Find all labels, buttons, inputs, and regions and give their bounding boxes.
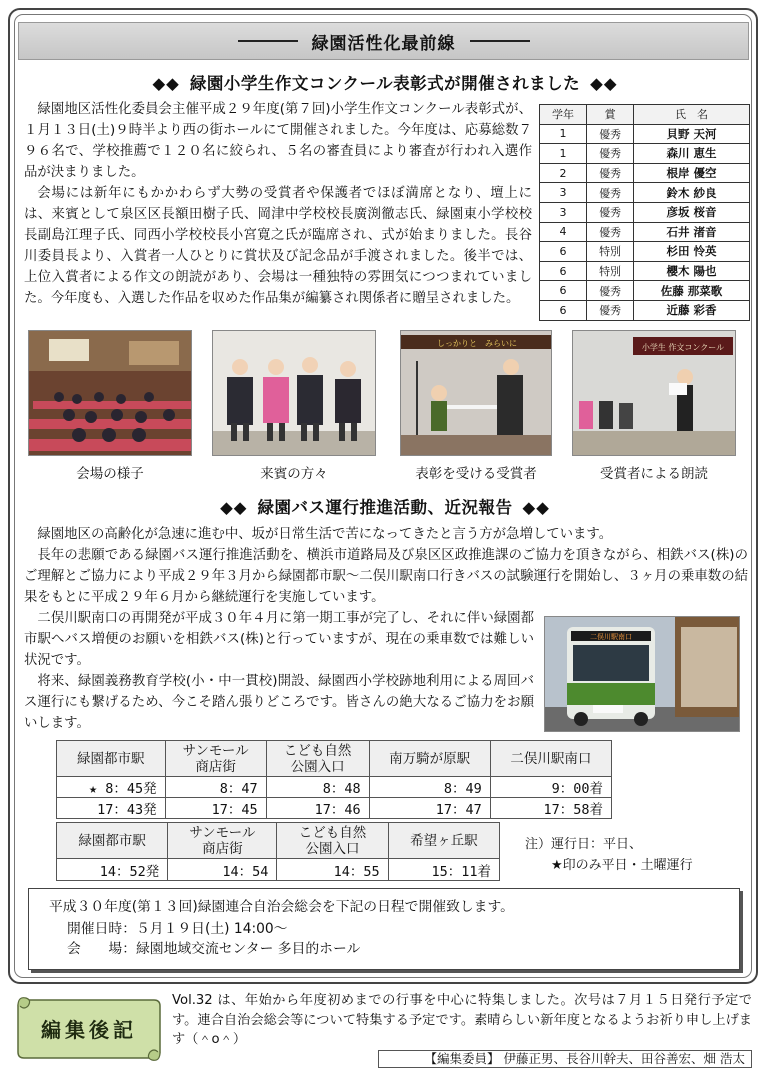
article2-heading xyxy=(20,494,750,518)
award-award-cell: 優秀 xyxy=(587,163,634,183)
photo-guests xyxy=(212,330,376,456)
time-cell: 14：54 xyxy=(168,859,277,881)
bus-schedule-table-1 xyxy=(56,740,612,819)
time-cell: 14：55 xyxy=(277,859,388,881)
award-award-cell: 優秀 xyxy=(587,202,634,222)
time-cell: 8：48 xyxy=(266,777,369,798)
award-row xyxy=(540,144,750,164)
schedule-note-line: 注）運行日：平日、 xyxy=(525,837,643,852)
award-table xyxy=(539,104,750,321)
col-name: 氏 名 xyxy=(634,105,750,125)
stop-header: サンモール 商店街 xyxy=(168,823,277,859)
notice-date-label: 開催日時 xyxy=(67,921,123,937)
stop-header: 二俣川駅南口 xyxy=(490,741,611,777)
section-banner xyxy=(18,22,749,60)
award-grade-cell: 6 xyxy=(540,300,587,320)
time-cell: 17：45 xyxy=(165,798,266,819)
award-name-cell: 佐藤 那菜歌 xyxy=(634,281,750,301)
award-row xyxy=(540,124,750,144)
award-grade-cell: 2 xyxy=(540,163,587,183)
time-cell: 17：58着 xyxy=(490,798,611,819)
award-award-cell: 優秀 xyxy=(587,124,634,144)
award-table-header xyxy=(540,105,750,125)
award-name-cell: 鈴木 紗良 xyxy=(634,183,750,203)
article2-paragraph: 長年の悲願である緑園バス運行推進活動を、横浜市道路局及び泉区区政推進課のご協力を頂きながら、相鉄バス(株)のご理解とご協力により平成２９年３月から緑園都市駅～二俣川駅南口行きバスの試験運行を開始し、３ヶ月の乗車数の結果をもとに平成２９年６月から継続運行を実施しています。 xyxy=(24,548,748,605)
article2-body-top xyxy=(24,524,748,608)
article2-title: 緑園バス運行推進活動、近況報告 xyxy=(257,498,513,517)
award-name-cell: 櫻木 陽也 xyxy=(634,261,750,281)
time-cell: 17：43発 xyxy=(57,798,166,819)
time-cell: ★ 8：45発 xyxy=(57,777,166,798)
schedule-row xyxy=(57,859,500,881)
general-meeting-notice xyxy=(28,888,740,970)
photo-sign-text: しっかりと みらいに xyxy=(437,339,517,348)
stop-header: サンモール 商店街 xyxy=(165,741,266,777)
notice-date-row: 開催日時：５月１９日(土) 14:00～ xyxy=(67,921,288,937)
notice-place-value: 緑園地域交流センター 多目的ホール xyxy=(135,941,361,957)
stop-header: 希望ヶ丘駅 xyxy=(388,823,499,859)
article2-paragraph: 緑園地区の高齢化が急速に進む中、坂が日常生活で苦になってきたと言う方が急増しています。 xyxy=(37,527,613,542)
time-cell: 17：46 xyxy=(266,798,369,819)
award-grade-cell: 1 xyxy=(540,124,587,144)
award-award-cell: 特別 xyxy=(587,261,634,281)
article2-paragraph: 二俣川駅南口の再開発が平成３０年４月に第一期工事が完了し、それに伴い緑園都市駅へバス増便のお願いを相鉄バス(株)と行っていますが、現在の乗車数では難しい状況です。 xyxy=(24,611,534,668)
banner-title: 緑園活性化最前線 xyxy=(311,33,456,54)
award-row xyxy=(540,300,750,320)
time-cell: 9：00着 xyxy=(490,777,611,798)
award-grade-cell: 3 xyxy=(540,183,587,203)
bus-photo xyxy=(544,616,740,732)
award-grade-cell: 1 xyxy=(540,144,587,164)
diamond-icon: ◆◆ xyxy=(522,498,550,517)
schedule-row xyxy=(57,798,612,819)
award-name-cell: 石井 渚音 xyxy=(634,222,750,242)
schedule-row xyxy=(57,777,612,798)
editorial-committee: 【編集委員】 伊藤正男、長谷川幹夫、田谷善宏、畑 浩太 xyxy=(378,1050,752,1068)
photo-reading xyxy=(572,330,736,456)
article1-paragraph: 会場には新年にもかかわらず大勢の受賞者や保護者でほぼ満席となり、壇上には、来賓として泉区区長額田樹子氏、岡津中学校校長廣渕徹志氏、緑園東小学校校長副島江理子氏、同西小学校校長小宮寛之氏が臨席され、式が始まりました。長谷川委員長より、入賞者一人ひとりに賞状及び記念品が手渡されました。後半では、上位入賞者による作文の朗読があり、会場は一種独特の雰囲気につつまれていました。今年度も、入選した作品を収めた作品集が編纂され関係者に贈呈されました。 xyxy=(24,186,532,306)
award-name-cell: 近藤 彩香 xyxy=(634,300,750,320)
award-row xyxy=(540,222,750,242)
article1-body xyxy=(24,99,532,309)
award-name-cell: 貝野 天河 xyxy=(634,124,750,144)
bus-destination-text: 二俣川駅南口 xyxy=(590,633,632,641)
stop-header: こども自然 公園入口 xyxy=(277,823,388,859)
award-row xyxy=(540,163,750,183)
photo-award-ceremony xyxy=(400,330,552,456)
award-name-cell: 根岸 優空 xyxy=(634,163,750,183)
stop-header: 緑園都市駅 xyxy=(57,741,166,777)
award-award-cell: 特別 xyxy=(587,242,634,262)
time-cell: 15：11着 xyxy=(388,859,499,881)
col-grade: 学年 xyxy=(540,105,587,125)
schedule-note xyxy=(525,834,693,876)
award-award-cell: 優秀 xyxy=(587,281,634,301)
diamond-icon: ◆◆ xyxy=(152,74,180,93)
photo-sign-text: 小学生 作文コンクール xyxy=(641,343,725,352)
col-award: 賞 xyxy=(587,105,634,125)
article1-title: 緑園小学生作文コンクール表彰式が開催されました xyxy=(189,74,581,93)
stop-header: 緑園都市駅 xyxy=(57,823,168,859)
award-grade-cell: 3 xyxy=(540,202,587,222)
stop-header: こども自然 公園入口 xyxy=(266,741,369,777)
article1-paragraph: 緑園地区活性化委員会主催平成２９年度(第７回)小学生作文コンクール表彰式が、１月１３日(土)９時半より西の街ホールにて開催されました。今年度は、応募総数７９６名で、学校推薦で１２０名に絞られ、５名の審査員により審査が行われ入選作品が決まりました。 xyxy=(24,102,532,180)
caption-venue: 会場の様子 xyxy=(76,466,144,482)
award-award-cell: 優秀 xyxy=(587,144,634,164)
award-row xyxy=(540,242,750,262)
award-grade-cell: 6 xyxy=(540,281,587,301)
editorial-scroll-label xyxy=(14,994,162,1062)
award-name-cell: 森川 恵生 xyxy=(634,144,750,164)
photo-venue xyxy=(28,330,192,456)
award-grade-cell: 6 xyxy=(540,261,587,281)
article1-heading xyxy=(20,70,750,94)
award-award-cell: 優秀 xyxy=(587,222,634,242)
award-row xyxy=(540,261,750,281)
stop-header: 南万騎が原駅 xyxy=(369,741,490,777)
award-award-cell: 優秀 xyxy=(587,183,634,203)
award-grade-cell: 4 xyxy=(540,222,587,242)
article2-paragraph: 将来、緑園義務教育学校(小・中一貫校)開設、緑園西小学校跡地利用による周回バス運行にも繋げるため、今こそ踏ん張りどころです。皆さんの絶大なるご協力をお願いします。 xyxy=(24,674,534,731)
editorial-text: Vol.32 は、年始から年度初めまでの行事を中心に特集しました。次号は７月１５日発行予定です。連合自治会総会等について特集する予定です。素晴らしい新年度となるようお祈り申し上げます（＾o＾） xyxy=(172,993,752,1047)
time-cell: 17：47 xyxy=(369,798,490,819)
bus-schedule-table-2 xyxy=(56,822,500,881)
article2-body-bottom xyxy=(24,608,534,734)
time-cell: 8：47 xyxy=(165,777,266,798)
award-name-cell: 杉田 怜英 xyxy=(634,242,750,262)
time-cell: 14：52発 xyxy=(57,859,168,881)
award-award-cell: 優秀 xyxy=(587,300,634,320)
award-row xyxy=(540,281,750,301)
award-row xyxy=(540,202,750,222)
caption-guests: 来賓の方々 xyxy=(260,466,328,482)
award-name-cell: 彦坂 桜音 xyxy=(634,202,750,222)
award-row xyxy=(540,183,750,203)
notice-place-label: 会 場 xyxy=(67,941,123,957)
notice-place-row: 会 場：緑園地域交流センター 多目的ホール xyxy=(67,941,361,957)
notice-date-value: ５月１９日(土) 14:00～ xyxy=(135,921,288,937)
caption-reading: 受賞者による朗読 xyxy=(600,466,708,482)
editorial-label: 編集後記 xyxy=(41,1018,137,1042)
award-grade-cell: 6 xyxy=(540,242,587,262)
notice-heading: 平成３０年度(第１３回)緑園連合自治会総会を下記の日程で開催致します。 xyxy=(49,899,514,915)
schedule-note-line: ★印のみ平日・土曜運行 xyxy=(551,858,693,873)
diamond-icon: ◆◆ xyxy=(590,74,618,93)
time-cell: 8：49 xyxy=(369,777,490,798)
caption-award-ceremony: 表彰を受ける受賞者 xyxy=(415,466,537,482)
diamond-icon: ◆◆ xyxy=(220,498,248,517)
